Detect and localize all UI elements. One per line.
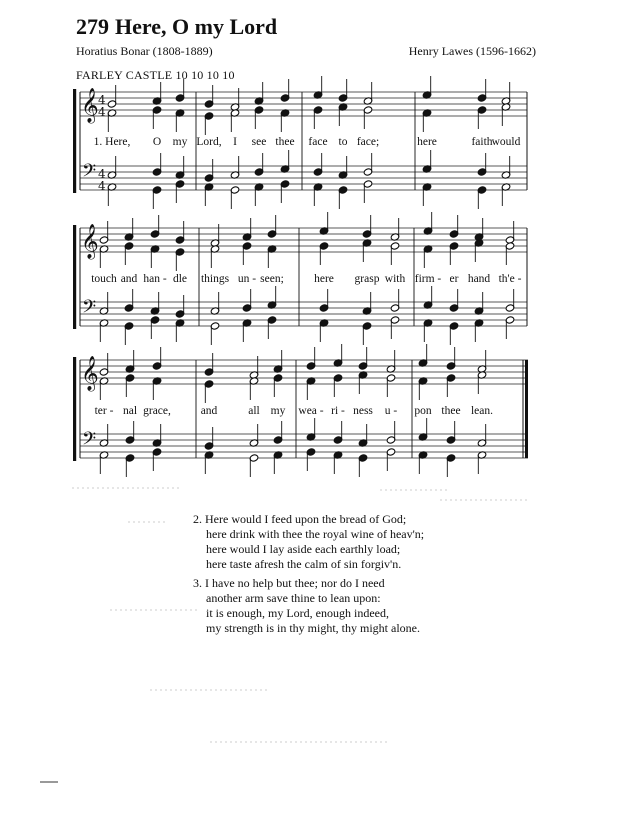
treble-clef: 𝄞 [81,224,99,259]
stanza-line: here taste afresh the calm of sin forgiv'n. [206,557,402,571]
stanza-line: here would I lay aside each earthly load; [206,542,401,556]
lyric-syllable: all [248,405,260,417]
stanza-line: here drink with thee the royal wine of heav'n; [206,527,425,541]
lyric-syllable: touch [91,273,117,285]
lyric-syllable: ri - [331,405,345,417]
lyric-syllable: dle [172,273,188,285]
lyric-syllable: ter - [94,405,114,417]
lyric-syllable: grace, [143,405,171,417]
stanza-line: it is enough, my Lord, enough indeed, [206,606,389,620]
bass-clef: 𝄢 [82,297,97,322]
lyric-syllable: grasp [354,273,380,285]
hymn-number: 279 [76,14,109,39]
author-credit: Horatius Bonar (1808-1889) [76,44,213,58]
lyric-syllable: and [200,405,218,417]
lyric-syllable: my [172,136,188,148]
lyric-syllable: er [449,273,459,285]
lyric-syllable: firm - [414,273,442,285]
lyric-syllable: see [251,136,267,148]
lyric-syllable: I [233,136,237,148]
lyric-syllable: nal [122,405,138,417]
lyric-syllable: face; [356,136,380,148]
lyric-syllable: wea - [298,405,324,417]
stanza-line: another arm save thine to lean upon: [206,591,381,605]
bass-clef: 𝄢 [82,161,97,186]
hymn-title: Here, O my Lord [115,14,278,39]
lyric-syllable: seen; [260,273,284,285]
stanza-3 [193,576,420,636]
time-signature: 4 [98,105,106,119]
stanza-line: 2. Here would I feed upon the bread of God; [193,512,407,526]
lyric-syllable: thee [441,405,461,417]
lyric-syllable: things [200,273,230,285]
lyric-syllable: here [314,273,334,285]
tune-name: FARLEY CASTLE 10 10 10 10 [76,68,235,82]
bass-clef: 𝄢 [82,429,97,454]
time-signature: 4 [98,167,106,181]
lyrics-line-1 [0,136,640,152]
stanza-line: my strength is in thy might, thy might alone. [206,621,420,635]
lyric-syllable: would [491,136,521,148]
lyric-syllable: 1. Here, [93,136,131,148]
time-signature: 4 [98,93,106,107]
lyric-syllable: faith [471,136,493,148]
lyric-syllable: pon [414,405,432,417]
lyric-syllable: face [308,136,328,148]
lyric-syllable: un - [237,273,257,285]
stanza-2 [193,512,424,572]
lyrics-line-3 [0,405,640,421]
lyric-syllable: my [270,405,286,417]
lyric-syllable: to [338,136,348,148]
lyric-syllable: han - [143,273,167,285]
lyric-syllable: here [417,136,437,148]
lyrics-line-2 [0,273,640,289]
lyric-syllable: and [120,273,138,285]
lyric-syllable: lean. [470,405,494,417]
treble-clef: 𝄞 [81,88,99,123]
stanza-line: 3. I have no help but thee; nor do I need [193,576,385,590]
lyric-syllable: O [152,136,162,148]
lyric-syllable: u - [384,405,398,417]
lyric-syllable: with [384,273,406,285]
lyric-syllable: ness [353,405,373,417]
treble-clef: 𝄞 [81,356,99,391]
time-signature: 4 [98,179,106,193]
lyric-syllable: thee [275,136,295,148]
lyric-syllable: hand [467,273,491,285]
lyric-syllable: Lord, [196,136,222,148]
lyric-syllable: th'e - [498,273,522,285]
composer-credit: Henry Lawes (1596-1662) [408,44,536,58]
